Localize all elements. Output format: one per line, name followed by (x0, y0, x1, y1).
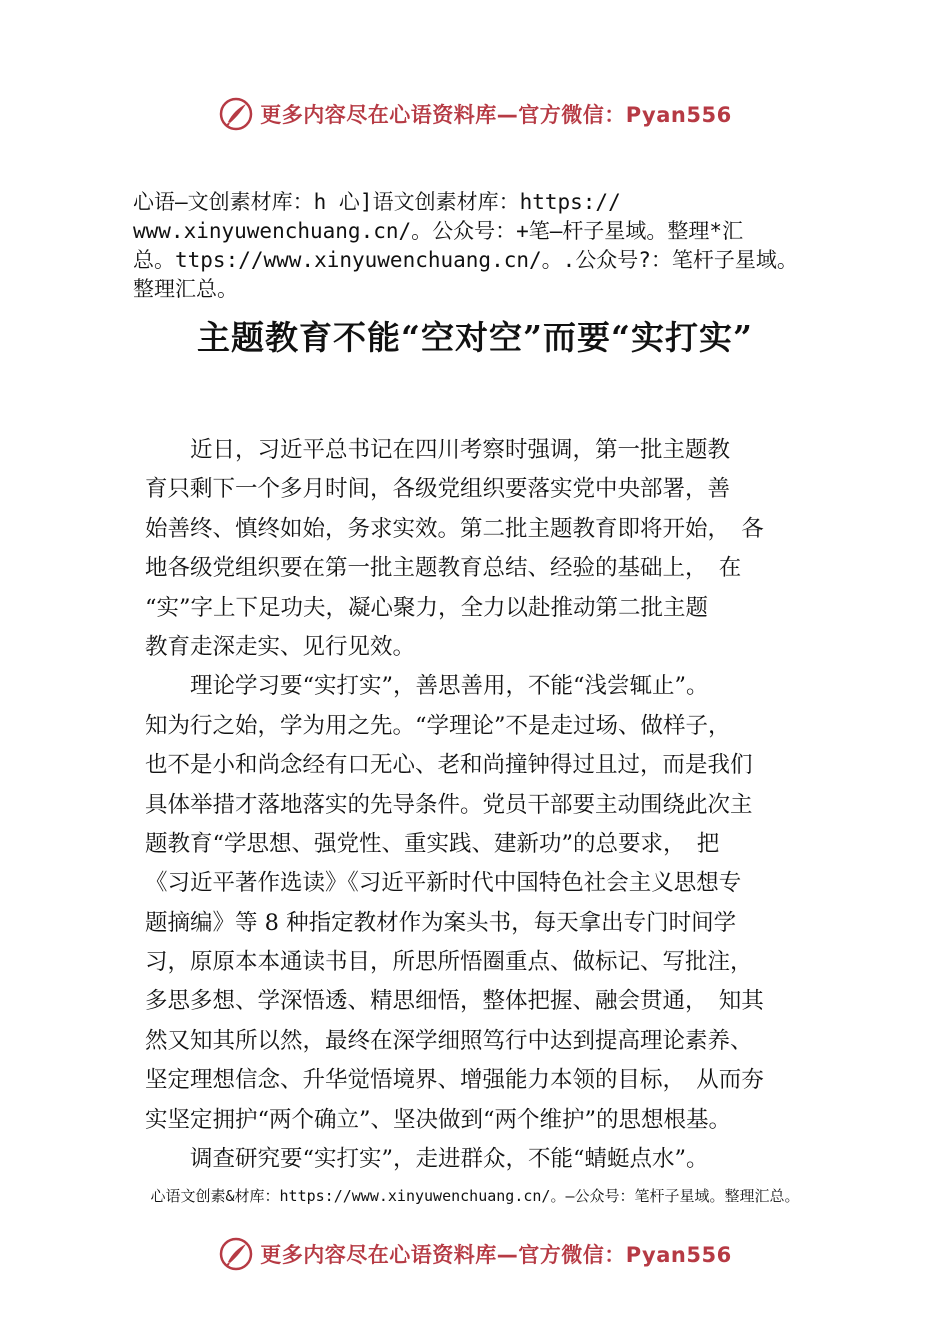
body-line: 始善终、慎终如始，务求实效。第二批主题教育即将开始， 各 (145, 515, 764, 542)
body-line: 地各级党组织要在第一批主题教育总结、经验的基础上， 在 (145, 555, 742, 582)
body-line: 坚定理想信念、升华觉悟境界、增强能力本领的目标， 从而夯 (145, 1067, 764, 1094)
bottom-banner (0, 1232, 950, 1276)
body-line: 理论学习要“实打实”，善思善用，不能“浅尝辄止”。 (145, 673, 709, 700)
body-line: “实”字上下足功夫，凝心聚力，全力以赴推动第二批主题 (145, 594, 709, 621)
body-line: 也不是小和尚念经有口无心、老和尚撞钟得过且过，而是我们 (145, 752, 753, 779)
body-line: 实坚定拥护“两个确立”、坚决做到“两个维护”的思想根基。 (145, 1106, 732, 1133)
quill-pen-seal-icon (218, 1236, 254, 1272)
article-title: 主题教育不能“空对空”而要“实打实” (197, 318, 753, 357)
header-note-line: 心语—文创素材库：h 心]语文创素材库：https:// (133, 190, 621, 214)
body-line: 调查研究要“实打实”，走进群众，不能“蜻蜓点水”。 (145, 1146, 709, 1173)
body-line: 具体举措才落地落实的先导条件。党员干部要主动围绕此次主 (145, 791, 753, 818)
header-note-line: 总。ttps://www.xinyuwenchuang.cn/。.公众号?：笔杆子星域。 (133, 248, 798, 272)
top-banner (0, 92, 950, 136)
body-line: 知为行之始，学为用之先。“学理论”不是走过场、做样子， (145, 712, 731, 739)
body-line: 多思多想、学深悟透、精思细悟，整体把握、融会贯通， 知其 (145, 988, 764, 1015)
body-line: 育只剩下一个多月时间，各级党组织要落实党中央部署，善 (145, 476, 731, 503)
header-note-line: www.xinyuwenchuang.cn/。公众号：+笔—杆子星域。整理*汇 (133, 219, 744, 243)
article-body (145, 431, 815, 1179)
body-line: 题摘编》等 8 种指定教材作为案头书，每天拿出专门时间学 (145, 909, 737, 936)
banner-text: 更多内容尽在心语资料库—官方微信：Pyan556 (260, 1243, 732, 1267)
body-line: 然又知其所以然，最终在深学细照笃行中达到提高理论素养、 (145, 1027, 753, 1054)
banner-text: 更多内容尽在心语资料库—官方微信：Pyan556 (260, 103, 732, 127)
body-line: 习，原原本本通读书目，所思所悟圈重点、做标记、写批注， (145, 949, 753, 976)
body-line: 教育走深走实、见行见效。 (145, 633, 416, 660)
quill-pen-seal-icon (218, 96, 254, 132)
header-source-note (133, 188, 853, 304)
body-line: 近日，习近平总书记在四川考察时强调，第一批主题教 (145, 437, 731, 463)
body-line: 题教育“学思想、强党性、重实践、建新功”的总要求， 把 (145, 830, 720, 857)
footer-source-note: 心语文创素&材库：https://www.xinyuwenchuang.cn/。—公众号：笔杆子星域。整理汇总。 (150, 1187, 800, 1205)
body-line: 《习近平著作选读》《习近平新时代中国特色社会主义思想专 (145, 870, 742, 897)
header-note-line: 整理汇总。 (133, 277, 238, 301)
